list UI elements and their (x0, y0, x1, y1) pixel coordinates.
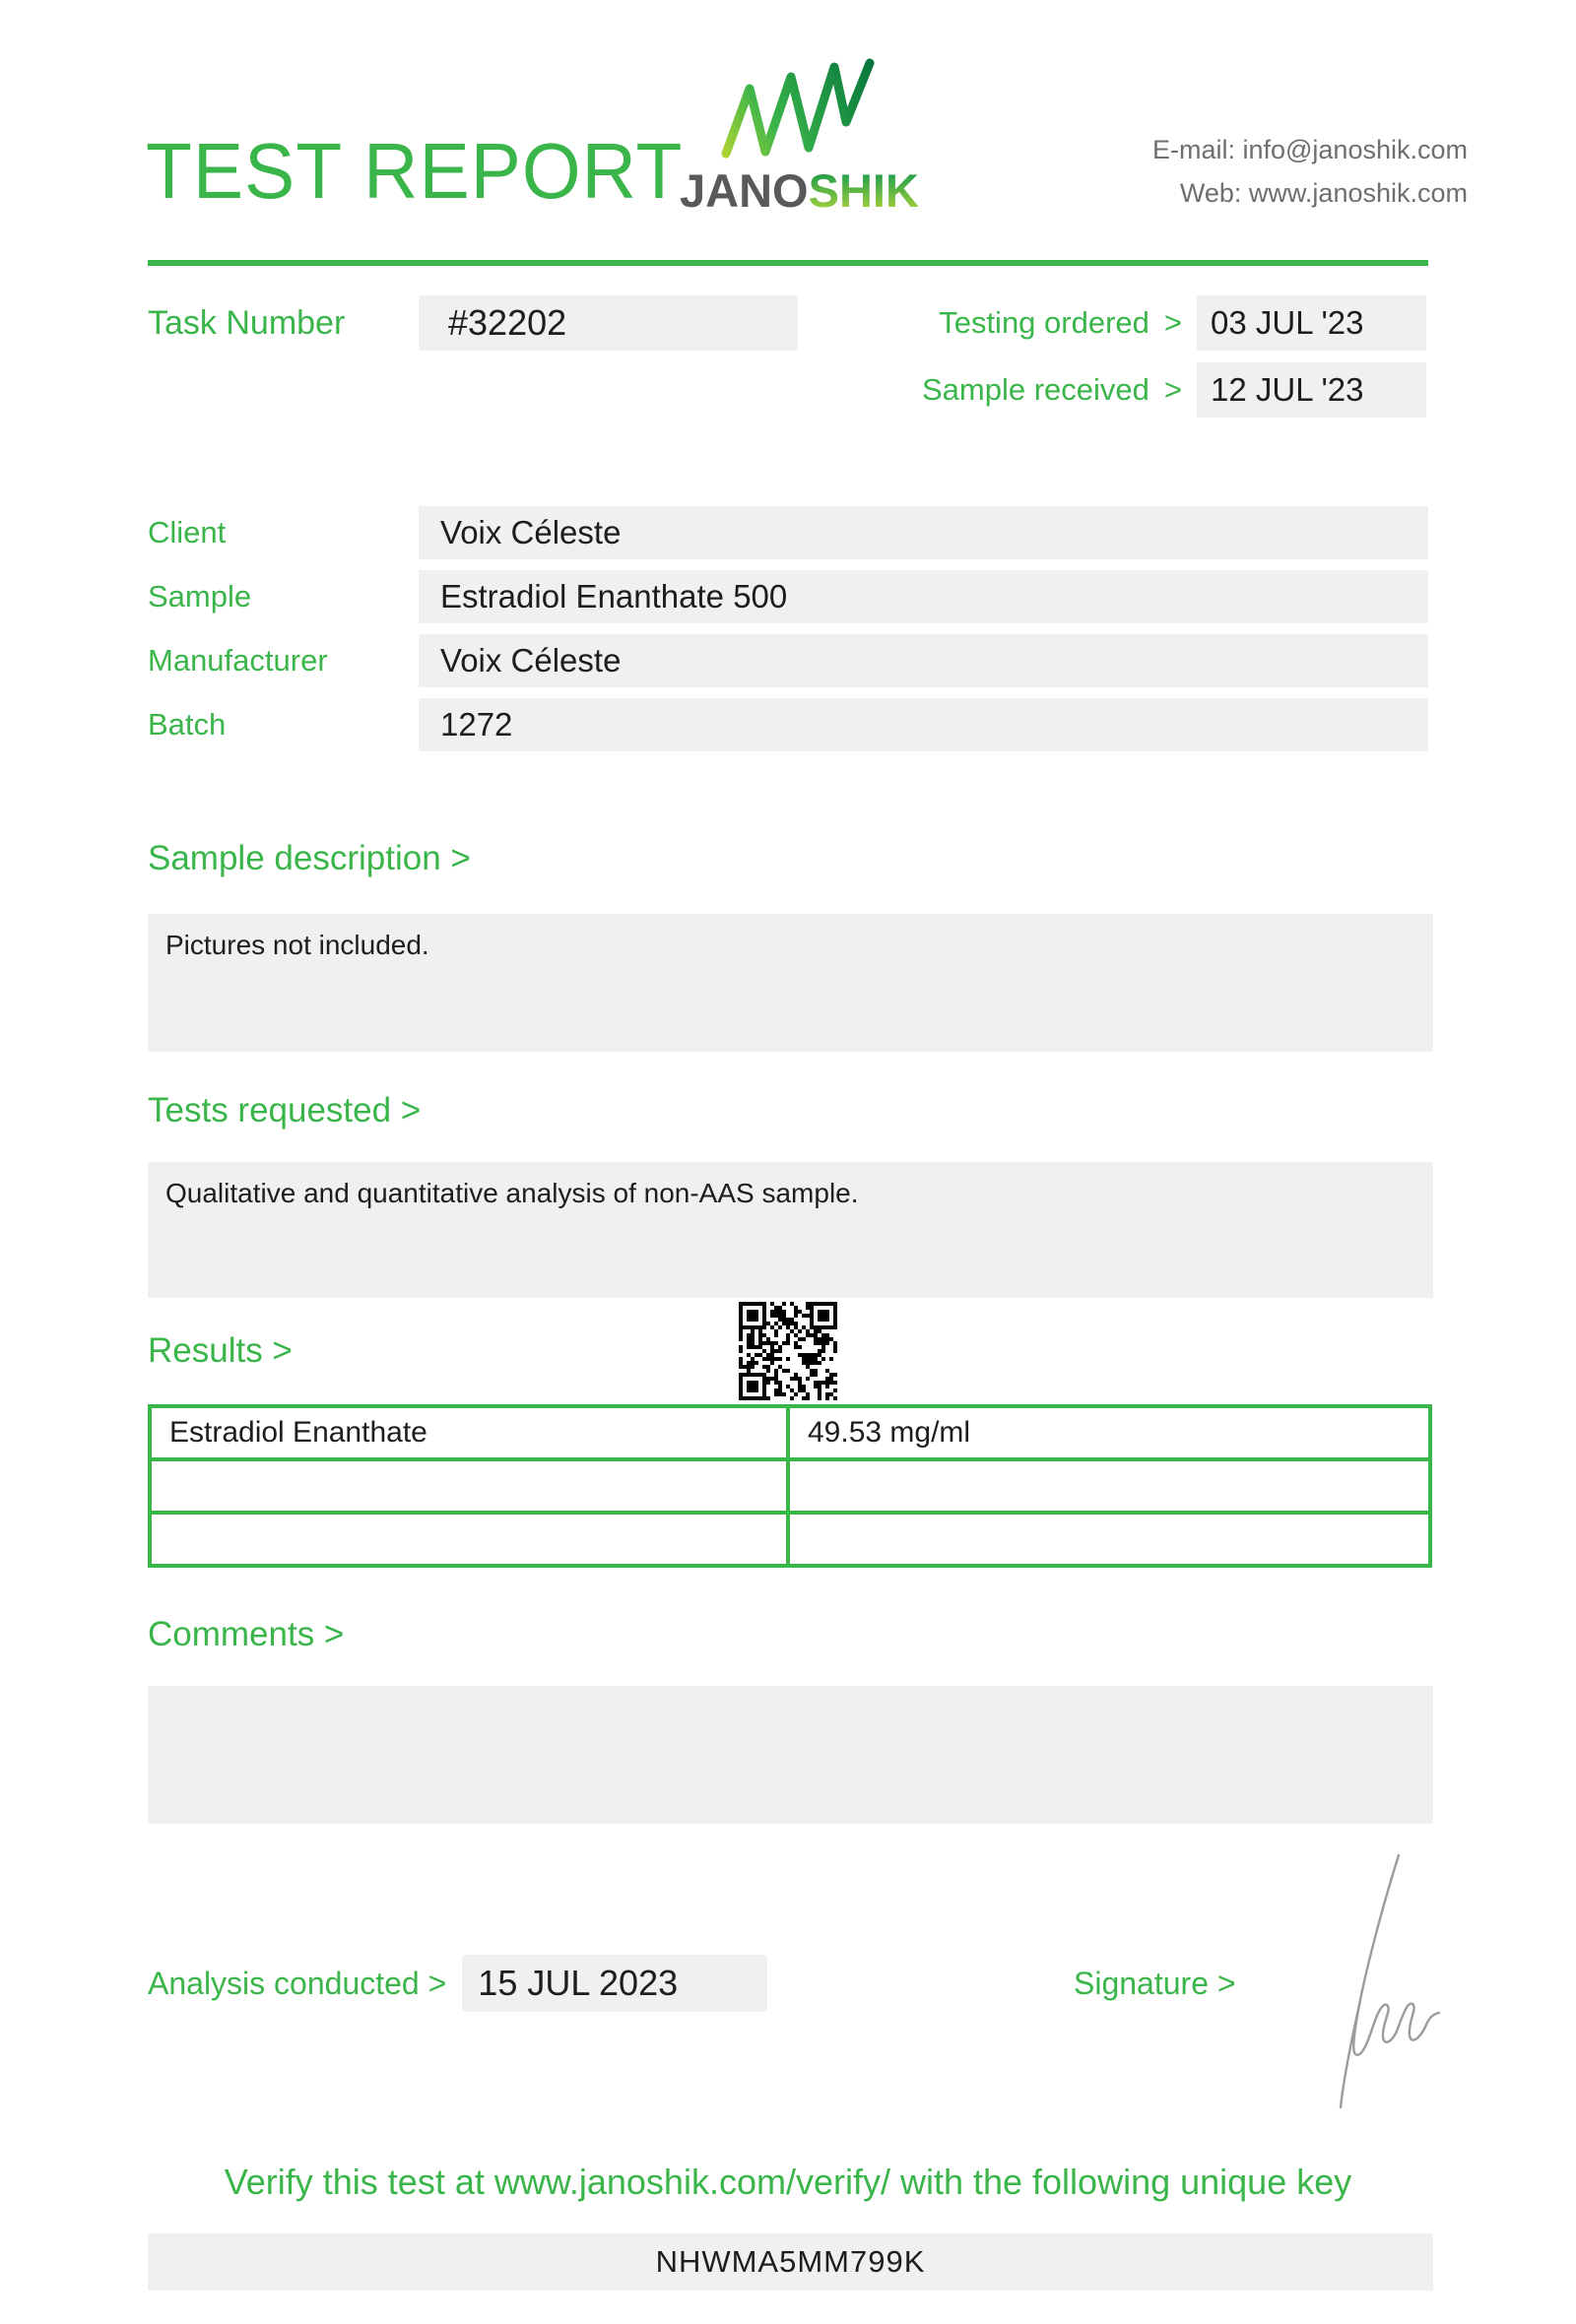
task-number-box (419, 295, 798, 351)
task-number-value: #32202 (448, 302, 567, 343)
analysis-conducted-label: Analysis conducted > (148, 1965, 447, 2001)
manufacturer-row (148, 634, 1428, 687)
result-value-cell (788, 1513, 1430, 1566)
testing-ordered-row (847, 295, 1426, 351)
signature-image (1300, 1847, 1443, 2113)
client-row (148, 506, 1428, 559)
logo-chart-icon (714, 57, 882, 160)
client-value: Voix Céleste (440, 514, 622, 550)
dates-block (847, 295, 1426, 429)
result-analyte-cell (150, 1513, 788, 1566)
logo-text-shik: SHIK (808, 164, 919, 217)
tests-requested-text: Qualitative and quantitative analysis of non-AAS sample. (165, 1178, 859, 1208)
client-box (419, 506, 1428, 559)
logo-wordmark (680, 163, 919, 218)
results-table-row (150, 1406, 1430, 1459)
result-analyte-cell (150, 1459, 788, 1513)
comments-title: Comments > (148, 1615, 345, 1653)
qr-code (739, 1302, 837, 1400)
sample-label: Sample (148, 579, 252, 613)
sample-box (419, 570, 1428, 623)
sample-description-title: Sample description > (148, 839, 471, 877)
batch-label: Batch (148, 707, 227, 742)
contact-web: Web: www.janoshik.com (1179, 178, 1468, 208)
batch-value: 1272 (440, 706, 513, 742)
results-table (148, 1404, 1432, 1568)
janoshik-logo (680, 57, 919, 218)
contact-email: E-mail: info@janoshik.com (1151, 135, 1468, 164)
verify-instruction: Verify this test at www.janoshik.com/verify/ with the following unique key (224, 2162, 1352, 2202)
verify-key-box (148, 2233, 1433, 2291)
logo-text-jano: JANO (680, 164, 809, 217)
page-title: TEST REPORT (146, 127, 684, 215)
manufacturer-value: Voix Céleste (440, 642, 622, 678)
results-table-row (150, 1513, 1430, 1566)
testing-ordered-label: Testing ordered (939, 305, 1149, 340)
client-label: Client (148, 515, 227, 549)
sample-description-box (148, 914, 1433, 1052)
comments-text (148, 1686, 1433, 1702)
signature-label: Signature > (1074, 1966, 1236, 2001)
result-value-cell (788, 1459, 1430, 1513)
result-value-cell: 49.53 mg/ml (788, 1406, 1430, 1459)
sample-row (148, 570, 1428, 623)
sample-received-box (1197, 362, 1426, 418)
testing-ordered-value: 03 JUL '23 (1211, 304, 1364, 341)
analysis-conducted-row (148, 1955, 767, 2012)
sample-description-text: Pictures not included. (165, 930, 429, 960)
task-number-label: Task Number (148, 304, 346, 342)
analysis-date-box (462, 1955, 767, 2012)
tests-requested-title: Tests requested > (148, 1091, 422, 1130)
tests-requested-box (148, 1162, 1433, 1298)
arrow-icon: > (1163, 372, 1182, 407)
sample-received-value: 12 JUL '23 (1211, 371, 1364, 408)
result-analyte-cell: Estradiol Enanthate (150, 1406, 788, 1459)
sample-value: Estradiol Enanthate 500 (440, 578, 788, 614)
comments-box (148, 1686, 1433, 1824)
sample-received-row (847, 362, 1426, 418)
header-divider (148, 260, 1428, 266)
analysis-date-value: 15 JUL 2023 (478, 1963, 679, 2003)
batch-row (148, 698, 1428, 751)
contact-block (1152, 128, 1468, 215)
batch-box (419, 698, 1428, 751)
sample-received-label: Sample received (921, 372, 1149, 407)
arrow-icon: > (1163, 305, 1182, 340)
verify-key-value: NHWMA5MM799K (655, 2244, 926, 2279)
testing-ordered-box (1197, 295, 1426, 351)
manufacturer-box (419, 634, 1428, 687)
results-title: Results > (148, 1331, 293, 1370)
results-table-row (150, 1459, 1430, 1513)
manufacturer-label: Manufacturer (148, 643, 328, 678)
